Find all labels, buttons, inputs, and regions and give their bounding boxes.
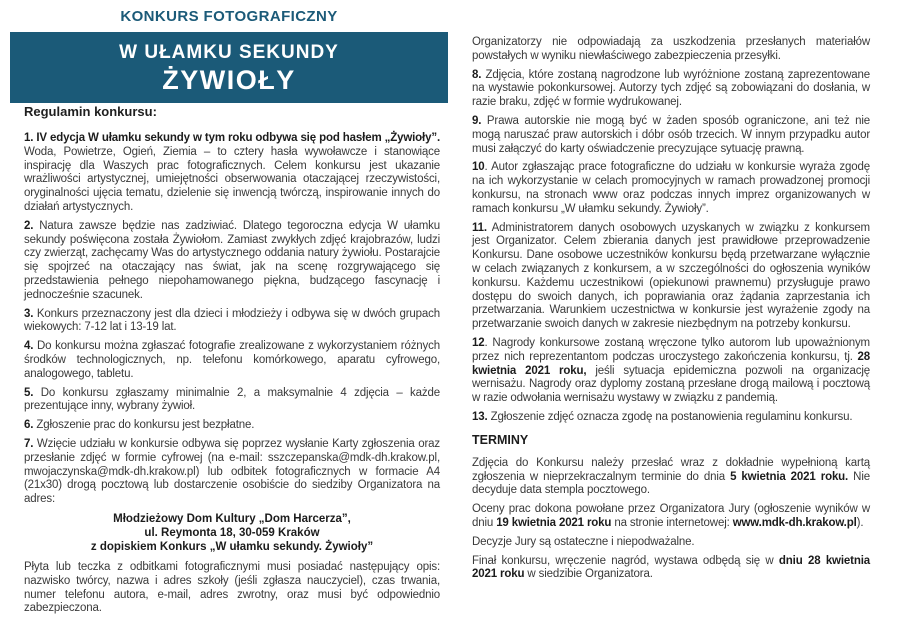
address-line: z dopiskiem Konkurs „W ułamku sekundy. Żywioły” (90, 540, 374, 553)
left-column (24, 104, 440, 621)
paragraph: 7. Wzięcie udziału w konkursie odbywa się poprzez wysłanie Karty zgłoszenia oraz przesłanie zdjęć w formie cyfrowej (na e-mail: sszczepanska@mdk-dh.krakow.pl, mwojaczynska@mdk-dh.krakow.pl) lub odbitek fotograficznych w formacie A4 (21x30) drogą pocztową lub dostarczenie osobiście do siedziby Organizatora na adres: (24, 437, 440, 506)
paragraph: Płyta lub teczka z odbitkami fotograficznymi musi posiadać następujący opis: nazwisko twórcy, nazwa i adres szkoły (jeśli zgłasza nauczyciel), czas trwania, numer telefonu autora, e-mail, adres zwrotny, oraz musi być odpowiednio zabezpieczona. (24, 560, 440, 615)
contest-kicker: KONKURS FOTOGRAFICZNY (120, 8, 338, 25)
address-line: ul. Reymonta 18, 30-059 Kraków (144, 526, 320, 539)
paragraph: Organizatorzy nie odpowiadają za uszkodzenia przesłanych materiałów powstałych w wyniku niewłaściwego zabezpieczenia przesyłki. (472, 36, 870, 62)
paragraph: 3. Konkurs przeznaczony jest dla dzieci i młodzieży i odbywa się w dwóch grupach wiekowych: 7-12 lat i 13-19 lat. (24, 307, 440, 334)
paragraph: 11. Administratorem danych osobowych uzyskanych w związku z konkursem jest Organizator. Celem zbierania danych jest prawidłowe przeprowadzenie Konkursu. Dane osobowe uczestników konkursu będą przetwarzane wyłącznie w celach związanych z konkursem, a w szczególności do ogłoszenia wyników konkursu. Każdemu uczestnikowi (opiekunowi prawnemu) przysługuje prawo dostępu do swoich danych, ich poprawiania oraz żądania zaprzestania ich przetwarzania. Warunkiem uczestnictwa w konkursie jest wyrażenie zgody na przetwarzanie swoich danych w zakresie niezbędnym na potrzeby konkursu. (472, 221, 870, 331)
paragraph: Zdjęcia do Konkursu należy przesłać wraz z dokładnie wypełnioną kartą zgłoszenia w nieprzekraczalnym terminie do dnia 5 kwietnia 2021 roku. Nie decyduje data stempla pocztowego. (472, 456, 870, 497)
paragraph: 6. Zgłoszenie prac do konkursu jest bezpłatne. (24, 419, 255, 432)
paragraph: Finał konkursu, wręczenie nagród, wystawa odbędą się w dniu 28 kwietnia 2021 roku w siedzibie Organizatora. (472, 554, 870, 581)
paragraph: 1. IV edycja W ułamku sekundy w tym roku odbywa się pod hasłem „Żywioły”. Woda, Powietrze, Ogień, Ziemia – to cztery hasła wywoławcze i stanowiące inspirację dla Waszych prac fotograficznych. Celem konkursu jest ukazanie wrażliwości artystycznej, umiejętności obserwowania otaczającej rzeczywistości, oryginalności ujęcia tematu, dzielenie się inwencją twórczą, inspirowanie innych do działań artystycznych. (24, 132, 440, 213)
title-line1: W UŁAMKU SEKUNDY (119, 41, 339, 63)
paragraph: Oceny prac dokona powołane przez Organizatora Jury (ogłoszenie wyników w dniu 19 kwietnia 2021 roku na stronie internetowej: www.mdk-dh.krakow.pl). (472, 503, 870, 529)
title-banner (10, 32, 448, 103)
paragraph: 10. Autor zgłaszając prace fotograficzne do udziału w konkursie wyraża zgodę na ich wykorzystanie w celach promocyjnych w ramach prowadzonej promocji konkursu, na stronach www oraz podczas innych imprez organizowanych w ramach konkursu „W ułamku sekundy. Żywioły”. (472, 161, 870, 215)
title-line2: ŻYWIOŁY (162, 64, 296, 95)
paragraph: 5. Do konkursu zgłaszamy minimalnie 2, a maksymalnie 4 zdjęcia – każde prezentujące inny, wybrany żywioł. (24, 386, 440, 413)
section-heading: TERMINY (472, 432, 529, 447)
address-block (24, 512, 440, 554)
paragraph: 12. Nagrody konkursowe zostaną wręczone tylko autorom lub upoważnionym przez nich reprezentantom podczas uroczystego zakończenia konkursu, tj. 28 kwietnia 2021 roku, jeśli sytuacja epidemiczna pozwoli na organizację wernisażu. Nagrody oraz dyplomy zostaną przesłane drogą mailową i pocztową w razie odwołania wernisażu wystawy w związku z pandemią. (472, 336, 870, 405)
paragraph: 13. Zgłoszenie zdjęć oznacza zgodę na postanowienia regulaminu konkursu. (472, 410, 853, 423)
address-line: Młodzieżowy Dom Kultury „Dom Harcerza”, (113, 512, 351, 525)
paragraph: 4. Do konkursu można zgłaszać fotografie zrealizowane z wykorzystaniem różnych środków technologicznych, np. telefonu komórkowego, aparatu cyfrowego, analogowego, tabletu. (24, 340, 440, 380)
rules-paragraphs (24, 132, 440, 616)
paragraph: 2. Natura zawsze będzie nas zadziwiać. Dlatego tegoroczna edycja W ułamku sekundy poświęcona została Żywiołom. Zamiast zwykłych zdjęć krajobrazów, ludzi czy zwierząt, zachęcamy Was do artystycznego oddania natury żywiołu. Postarajcie się spojrzeć na otaczający nas świat, jak na scenę rozgrywającego się przedstawienia pełnego niepohamowanego piękna, budzącego fascynację i jednocześnie szacunek. (24, 219, 440, 301)
rules-heading: Regulamin konkursu: (24, 104, 157, 119)
right-column (472, 36, 870, 587)
paragraph: 8. Zdjęcia, które zostaną nagrodzone lub wyróżnione zostaną zaprezentowane na wystawie pokonkursowej. Autorzy tych zdjęć są zobowiązani do dosłania, w razie braku, zdjęć w formie wydrukowanej. (472, 68, 870, 109)
paragraph: Decyzje Jury są ostateczne i niepodważalne. (472, 535, 695, 548)
paragraph: 9. Prawa autorskie nie mogą być w żaden sposób ograniczone, ani też nie mogą naruszać praw autorskich i dóbr osób trzecich. W innym przypadku autor musi załączyć do karty oświadczenie precyzujące sytuację prawną. (472, 114, 870, 155)
